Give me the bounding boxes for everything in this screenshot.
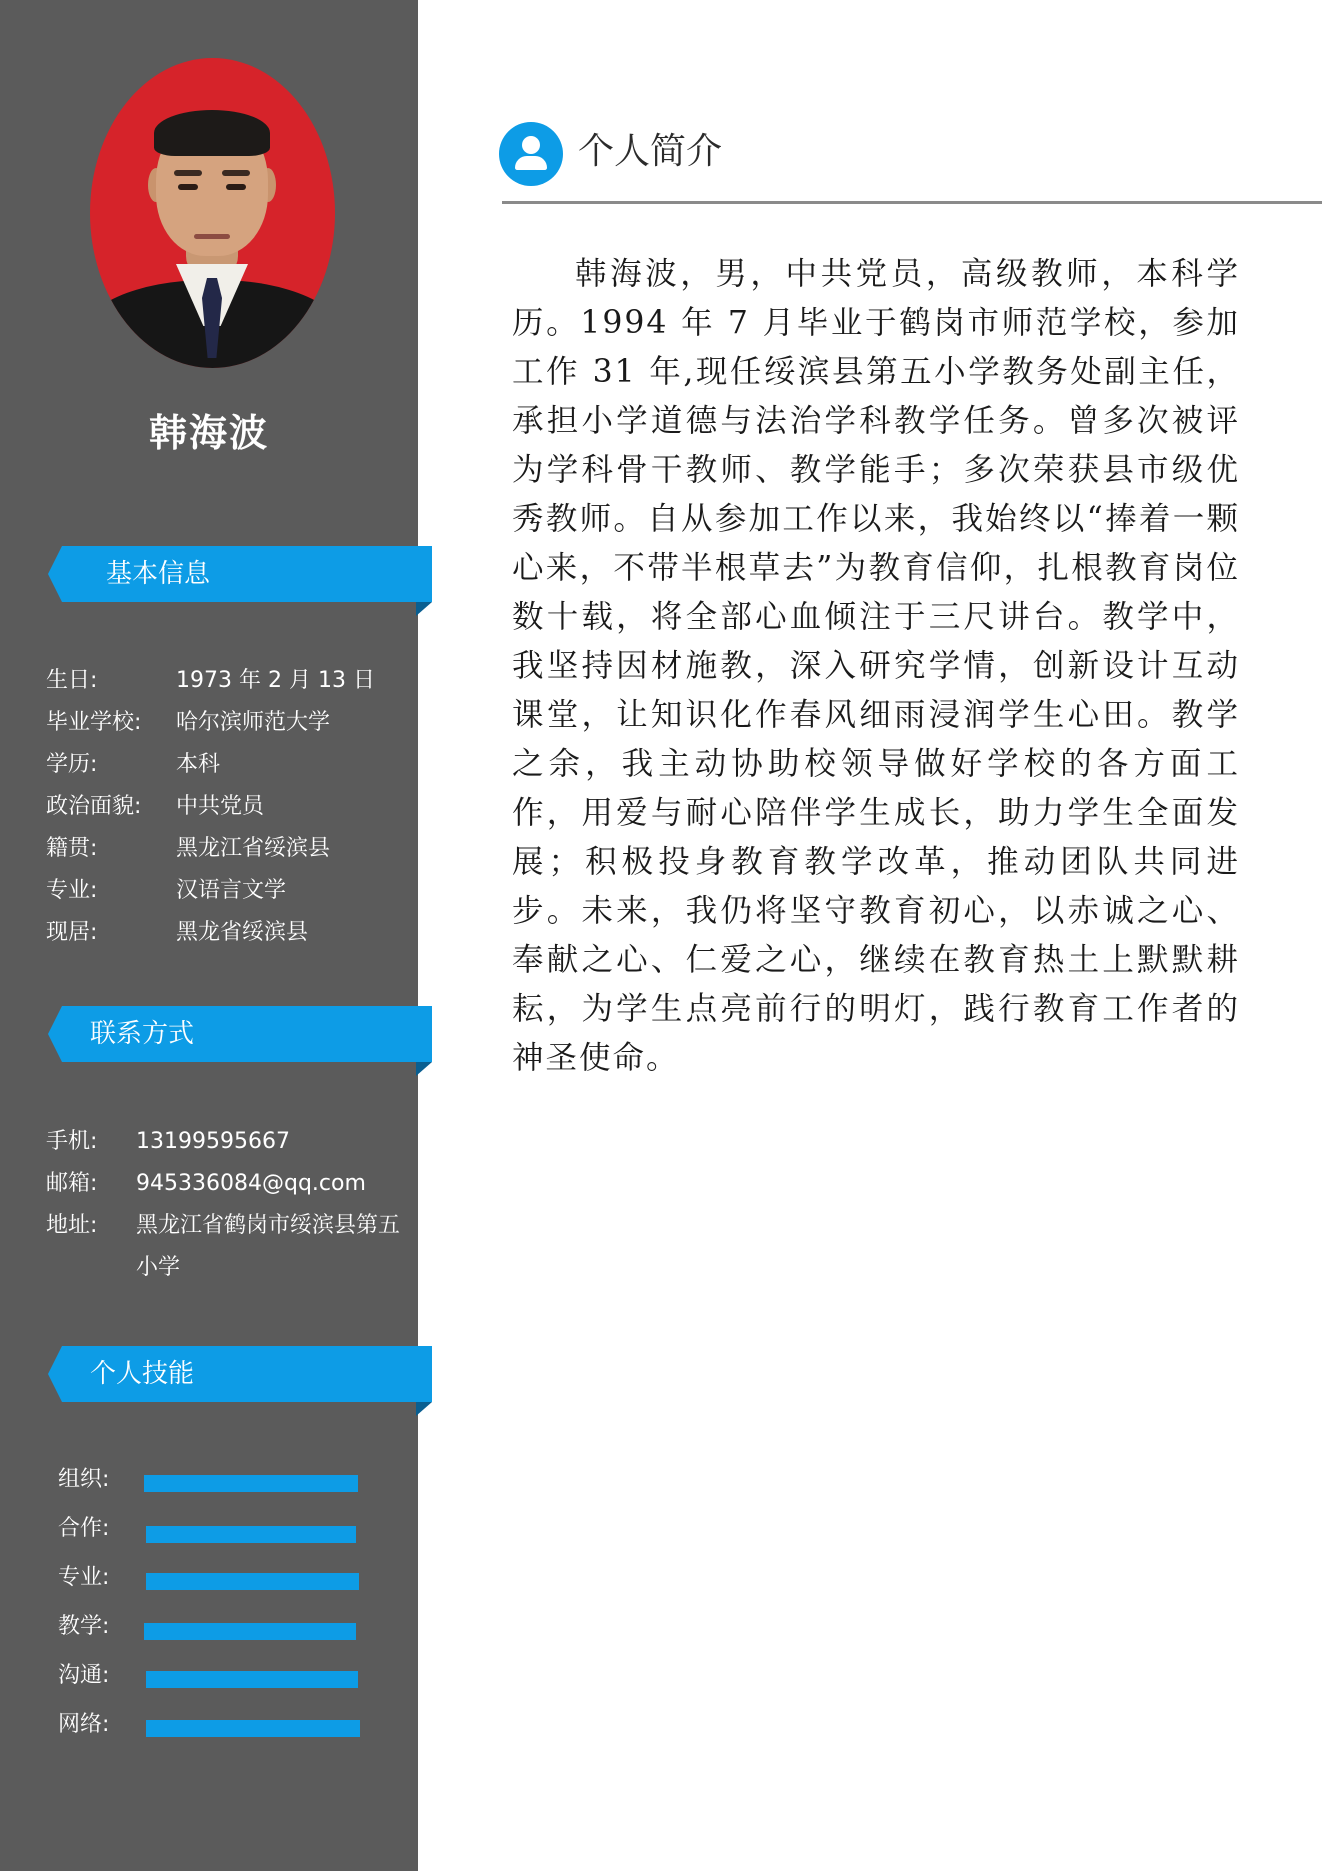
- skill-bar: [146, 1526, 356, 1543]
- info-row-hometown: [46, 834, 330, 864]
- contact-row-address: [46, 1205, 418, 1289]
- email-value: 945336084@qq.com: [136, 1171, 366, 1196]
- divider: [502, 201, 1322, 204]
- person-icon: [499, 122, 563, 186]
- skill-label: 合作:: [58, 1516, 110, 1541]
- info-value: 中共党员: [176, 794, 265, 819]
- info-row-birthday: [46, 666, 375, 696]
- skill-bar: [146, 1720, 360, 1737]
- contact-label: 地址:: [46, 1213, 98, 1238]
- info-value: 本科: [176, 752, 221, 777]
- contact-label: 邮箱:: [46, 1171, 98, 1196]
- skill-label: 教学:: [58, 1614, 110, 1639]
- info-value: 黑龙省绥滨县: [176, 920, 309, 945]
- info-label: 专业:: [46, 878, 98, 903]
- profile-name: 韩海波: [148, 411, 269, 455]
- ribbon-fold: [416, 1062, 432, 1076]
- info-label: 籍贯:: [46, 836, 98, 861]
- info-row-residence: [46, 918, 308, 948]
- skill-bar: [146, 1671, 358, 1688]
- address-value: 黑龙江省鹤岗市绥滨县第五小学: [136, 1213, 401, 1280]
- section-title-contact: 联系方式: [90, 1019, 195, 1049]
- info-row-education: [46, 750, 220, 780]
- info-label: 学历:: [46, 752, 98, 777]
- ribbon-fold: [416, 602, 432, 616]
- phone-value: 13199595667: [136, 1129, 290, 1154]
- contact-label: 手机:: [46, 1129, 98, 1154]
- skill-label: 专业:: [58, 1565, 110, 1590]
- ribbon-fold: [416, 1402, 432, 1416]
- skill-label: 组织:: [58, 1467, 110, 1492]
- profile-photo: [90, 58, 335, 368]
- intro-paragraph: 韩海波，男，中共党员，高级教师，本科学历。1994 年 7 月毕业于鹤岗市师范学校，参加工作 31 年,现任绥滨县第五小学教务处副主任，承担小学道德与法治学科教学任务。曾多次被评为学科骨干教师、教学能手；多次荣获县市级优秀教师。自从参加工作以来，我始终以“捧着一颗心来，不带半根草去”为教育信仰，扎根教育岗位数十载，将全部心血倾注于三尺讲台。教学中，我坚持因材施教，深入研究学情，创新设计互动课堂，让知识化作春风细雨浸润学生心田。教学之余，我主动协助校领导做好学校的各方面工作，用爱与耐心陪伴学生成长，助力学生全面发展；积极投身教育教学改革，推动团队共同进步。未来，我仍将坚守教育初心，以赤诚之心、奉献之心、仁爱之心，继续在教育热土上默默耕耘，为学生点亮前行的明灯，践行教育工作者的神圣使命。: [512, 256, 1240, 1076]
- info-row-political: [46, 792, 264, 822]
- section-title-basic: 基本信息: [106, 559, 211, 589]
- sidebar: [0, 0, 418, 1871]
- info-value: 汉语言文学: [176, 878, 287, 903]
- contact-row-email: [46, 1163, 418, 1205]
- info-label: 毕业学校:: [46, 710, 142, 735]
- section-title-intro: 个人简介: [578, 131, 723, 172]
- skill-label: 沟通:: [58, 1663, 110, 1688]
- skill-bar: [146, 1573, 359, 1590]
- info-label: 现居:: [46, 920, 98, 945]
- info-label: 政治面貌:: [46, 794, 142, 819]
- skill-bar: [144, 1475, 358, 1492]
- info-value: 黑龙江省绥滨县: [176, 836, 331, 861]
- contact-row-phone: [46, 1121, 418, 1163]
- info-row-major: [46, 876, 286, 906]
- section-title-skills: 个人技能: [90, 1359, 195, 1389]
- skill-bar: [144, 1623, 356, 1640]
- info-value: 1973 年 2 月 13 日: [176, 668, 375, 693]
- info-value: 哈尔滨师范大学: [176, 710, 331, 735]
- skill-label: 网络:: [58, 1712, 110, 1737]
- info-row-school: [46, 708, 330, 738]
- info-label: 生日:: [46, 668, 98, 693]
